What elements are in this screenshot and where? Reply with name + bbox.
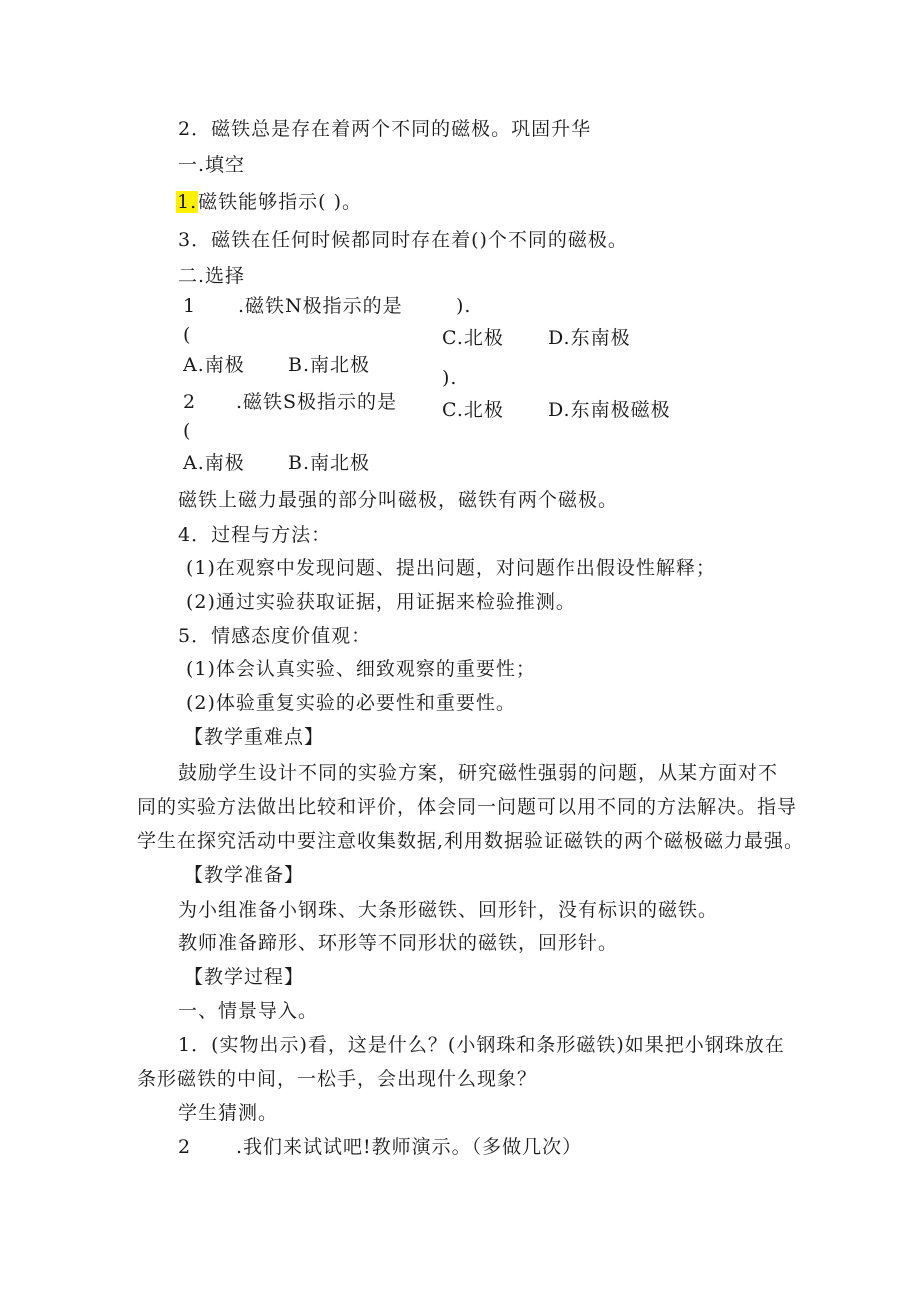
option-d: D.东南极磁极 xyxy=(548,399,671,421)
section-heading: 二.选择 xyxy=(178,265,246,287)
option-d: D.东南极 xyxy=(548,327,631,349)
section-heading: 【教学准备】 xyxy=(184,864,305,886)
question-number: 2 xyxy=(183,391,197,413)
question-text: .磁铁S极指示的是 xyxy=(236,391,398,413)
option-a: A.南极 xyxy=(183,452,245,474)
text-line: 4．过程与方法： xyxy=(178,524,332,546)
question-number: 2 xyxy=(178,1136,192,1158)
text-line: (1)体会认真实验、细致观察的重要性； xyxy=(186,658,536,680)
paragraph-line: 1．(实物出示)看，这是什么？(小钢珠和条形磁铁)如果把小钢珠放在 xyxy=(178,1034,785,1056)
paragraph-line: 一、情景导入。 xyxy=(178,1000,319,1022)
paragraph-line: 为小组准备小钢珠、大条形磁铁、回形针，没有标识的磁铁。 xyxy=(178,899,719,921)
text-line-content: 磁铁能够指示( )。 xyxy=(198,191,363,213)
section-heading: 一.填空 xyxy=(178,154,246,176)
paren-close: ). xyxy=(456,295,472,317)
paragraph-line: 学生猜测。 xyxy=(178,1102,279,1124)
option-b: B.南北极 xyxy=(288,354,371,376)
text-line: (2)体验重复实验的必要性和重要性。 xyxy=(186,692,516,714)
text-line xyxy=(176,189,362,215)
text-line: 2．磁铁总是存在着两个不同的磁极。巩固升华 xyxy=(178,118,592,140)
question-text: .磁铁N极指示的是 xyxy=(238,295,403,317)
paragraph-line: .我们来试试吧!教师演示。（多做几次） xyxy=(236,1136,583,1158)
option-b: B.南北极 xyxy=(288,452,371,474)
paragraph-line: 条形磁铁的中间，一松手，会出现什么现象？ xyxy=(137,1068,538,1090)
paren-close: ). xyxy=(442,367,458,389)
highlighted-number: 1. xyxy=(177,191,198,213)
text-line: (1)在观察中发现问题、提出问题，对问题作出假设性解释； xyxy=(186,557,716,579)
paragraph-line: 教师准备蹄形、环形等不同形状的磁铁，回形针。 xyxy=(178,932,619,954)
paren-open: ( xyxy=(183,420,192,442)
option-c: C.北极 xyxy=(442,399,504,421)
section-heading: 【教学重难点】 xyxy=(184,726,325,748)
text-line: 5．情感态度价值观： xyxy=(178,625,372,647)
text-line: (2)通过实验获取证据，用证据来检验推测。 xyxy=(186,591,576,613)
question-number: 1 xyxy=(183,295,197,317)
paragraph-line: 同的实验方法做出比较和评价，体会同一问题可以用不同的方法解决。指导 xyxy=(137,796,798,818)
section-heading: 【教学过程】 xyxy=(184,966,305,988)
text-line: 3．磁铁在任何时候都同时存在着()个不同的磁极。 xyxy=(178,229,628,251)
option-c: C.北极 xyxy=(442,327,504,349)
paren-open: ( xyxy=(183,324,192,346)
paragraph-line: 学生在探究活动中要注意收集数据,利用数据验证磁铁的两个磁极磁力最强。 xyxy=(137,830,805,852)
option-a: A.南极 xyxy=(183,354,245,376)
paragraph-line: 鼓励学生设计不同的实验方案，研究磁性强弱的问题，从某方面对不 xyxy=(178,762,779,784)
text-line: 磁铁上磁力最强的部分叫磁极，磁铁有两个磁极。 xyxy=(178,489,619,511)
